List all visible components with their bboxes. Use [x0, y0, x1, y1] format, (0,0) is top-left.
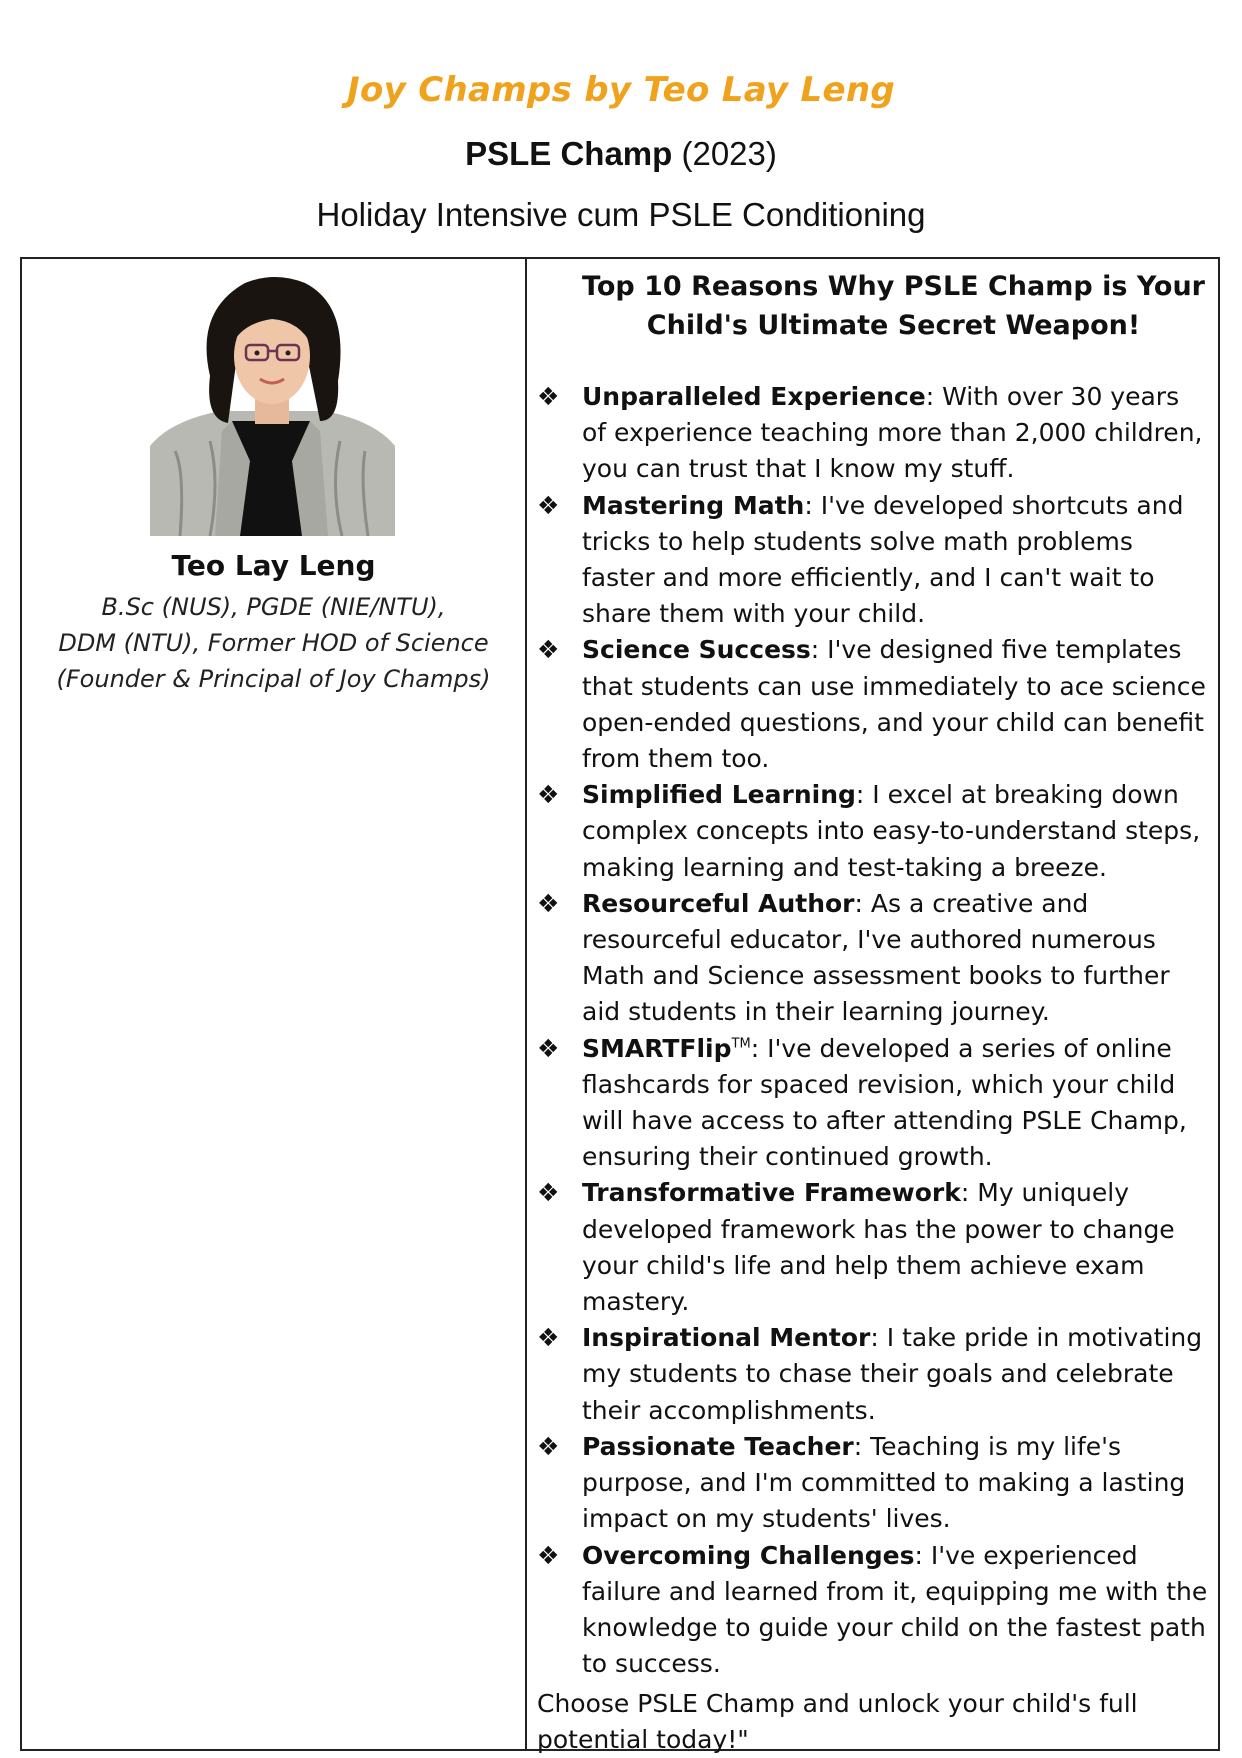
- heading-line: Child's Ultimate Secret Weapon!: [646, 310, 1141, 341]
- reason-title: SMARTFlip: [582, 1033, 732, 1063]
- trademark-mark: TM: [731, 1036, 751, 1052]
- reason-title: Science Success: [582, 635, 811, 665]
- reason-text: : I've experienced failure and learned from it, equipping me with the knowledge to guide your child on the fastest path to success.: [582, 1540, 1208, 1679]
- reason-title: Transformative Framework: [582, 1178, 961, 1208]
- info-table: [20, 257, 1220, 1754]
- reason-text: : Teaching is my life's purpose, and I'm committed to making a lasting impact on my students' lives.: [582, 1431, 1186, 1534]
- program-year: (2023): [681, 135, 777, 172]
- teacher-credentials: [22, 589, 525, 697]
- reason-text: : I've designed five templates that students can use immediately to ace science open-ended questions, and your child can benefit from them too.: [582, 635, 1206, 774]
- reason-item: [527, 1031, 1220, 1176]
- diamond-bullet-icon: ❖: [537, 780, 560, 810]
- diamond-bullet-icon: ❖: [537, 382, 560, 411]
- credential-line: B.Sc (NUS), PGDE (NIE/NTU),: [101, 593, 446, 621]
- program-title: [0, 135, 1242, 173]
- reason-title: Simplified Learning: [582, 780, 856, 810]
- reason-text: : As a creative and resourceful educator, I've authored numerous Math and Science assessment books to further aid students in their learning journey.: [582, 888, 1170, 1027]
- reason-title: Unparalleled Experience: [582, 382, 926, 411]
- reason-item: [527, 1175, 1220, 1320]
- reason-item: [527, 1320, 1220, 1429]
- reason-text: : I've developed shortcuts and tricks to help students solve math problems faster and more efficiently, and I can't wait to share them with your child.: [582, 490, 1184, 629]
- diamond-bullet-icon: ❖: [537, 1540, 560, 1570]
- reason-item: [527, 777, 1220, 886]
- brand-title: Joy Champs by Teo Lay Leng: [347, 70, 895, 110]
- diamond-bullet-icon: ❖: [537, 1323, 560, 1353]
- program-name: PSLE Champ: [465, 135, 673, 172]
- teacher-photo: [150, 271, 395, 536]
- reasons-list: [527, 379, 1220, 1682]
- portrait-illustration: [150, 271, 395, 536]
- heading-line: Top 10 Reasons Why PSLE Champ is Your: [581, 271, 1205, 302]
- reason-title: Overcoming Challenges: [582, 1540, 915, 1570]
- teacher-name: Teo Lay Leng: [171, 549, 376, 582]
- diamond-bullet-icon: ❖: [537, 888, 560, 918]
- reason-item: [527, 1538, 1220, 1683]
- diamond-bullet-icon: ❖: [537, 635, 560, 665]
- reason-item: [527, 379, 1220, 488]
- reasons-heading: [527, 267, 1220, 345]
- diamond-bullet-icon: ❖: [537, 490, 560, 520]
- reason-title: Mastering Math: [582, 490, 805, 520]
- credential-line: (Founder & Principal of Joy Champs): [56, 665, 491, 693]
- reason-title: Resourceful Author: [582, 888, 855, 918]
- reason-text: : With over 30 years of experience teaching more than 2,000 children, you can trust that I know my stuff.: [582, 382, 1203, 484]
- credential-line: DDM (NTU), Former HOD of Science: [58, 629, 489, 657]
- reason-item: [527, 1429, 1220, 1538]
- reason-text: : My uniquely developed framework has the power to change your child's life and help them achieve exam mastery.: [582, 1178, 1175, 1317]
- reason-title: Inspirational Mentor: [582, 1323, 871, 1353]
- diamond-bullet-icon: ❖: [537, 1178, 560, 1208]
- diamond-bullet-icon: ❖: [537, 1431, 560, 1461]
- program-subtitle: Holiday Intensive cum PSLE Conditioning: [316, 196, 926, 233]
- reason-item: [527, 632, 1220, 777]
- reason-title: Passionate Teacher: [582, 1431, 854, 1461]
- reason-item: [527, 488, 1220, 633]
- reason-text: : I've developed a series of online flashcards for spaced revision, which your child will have access to after attending PSLE Champ, ensuring their continued growth.: [582, 1033, 1187, 1172]
- reason-text: : I excel at breaking down complex concepts into easy-to-understand steps, making learning and test-taking a breeze.: [582, 780, 1201, 882]
- reason-item: [527, 886, 1220, 1031]
- reason-text: : I take pride in motivating my students to chase their goals and celebrate their accomplishments.: [582, 1323, 1203, 1425]
- closing-statement: Choose PSLE Champ and unlock your child's full potential today!": [537, 1689, 1138, 1754]
- diamond-bullet-icon: ❖: [537, 1033, 560, 1063]
